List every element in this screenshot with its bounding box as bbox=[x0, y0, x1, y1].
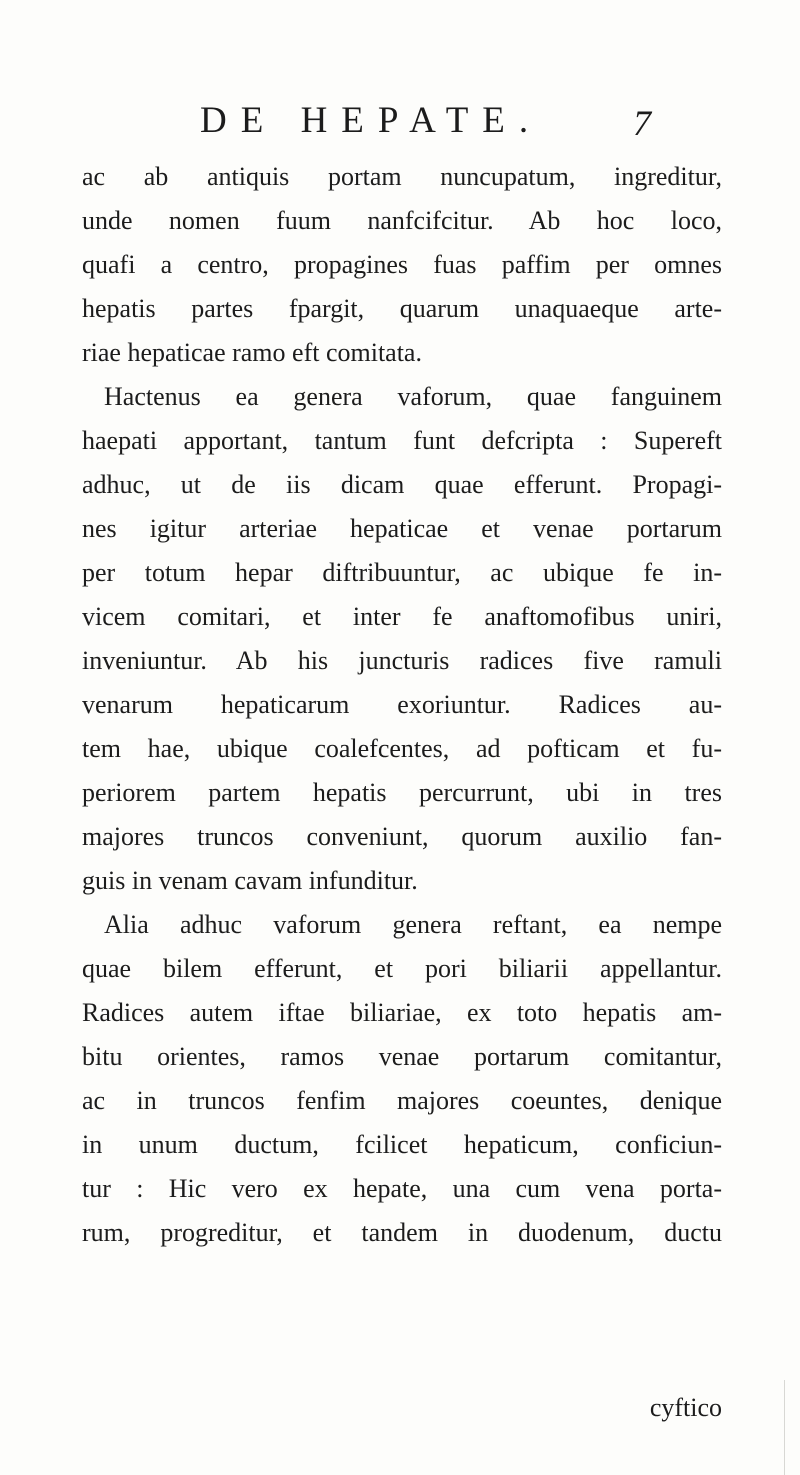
text-line: periorem partem hepatis percurrunt, ubi in tres bbox=[82, 778, 722, 807]
text-line: rum, progreditur, et tandem in duodenum, ductu bbox=[82, 1218, 722, 1247]
margin-shadow bbox=[784, 1380, 785, 1475]
text-line: tem hae, ubique coalefcentes, ad pofticam et fu- bbox=[82, 734, 722, 763]
text-line: inveniuntur. Ab his juncturis radices five ramuli bbox=[82, 646, 722, 675]
text-line: ac in truncos fenfim majores coeuntes, denique bbox=[82, 1086, 722, 1115]
running-title: DE HEPATE. bbox=[200, 100, 543, 141]
text-line: majores truncos conveniunt, quorum auxilio fan- bbox=[82, 822, 722, 851]
text-line: guis in venam cavam infunditur. bbox=[82, 866, 418, 895]
text-line: quafi a centro, propagines fuas paffim per omnes bbox=[82, 250, 722, 279]
paragraph-start-line: Alia adhuc vaforum genera reftant, ea nempe bbox=[104, 910, 722, 939]
text-line: vicem comitari, et inter fe anaftomofibus uniri, bbox=[82, 602, 722, 631]
text-line: unde nomen fuum nanfcifcitur. Ab hoc loco, bbox=[82, 206, 722, 235]
body-text bbox=[82, 155, 722, 1255]
text-line: adhuc, ut de iis dicam quae efferunt. Propagi- bbox=[82, 470, 722, 499]
page-number: 7 bbox=[633, 103, 651, 143]
text-line: hepatis partes fpargit, quarum unaquaeque arte- bbox=[82, 294, 722, 323]
text-line: per totum hepar diftribuuntur, ac ubique fe in- bbox=[82, 558, 722, 587]
text-line: tur : Hic vero ex hepate, una cum vena porta- bbox=[82, 1174, 722, 1203]
text-line: Radices autem iftae biliariae, ex toto hepatis am- bbox=[82, 998, 722, 1027]
catchword: cyftico bbox=[649, 1393, 722, 1422]
text-line: bitu orientes, ramos venae portarum comitantur, bbox=[82, 1042, 722, 1071]
text-line: quae bilem efferunt, et pori biliarii appellantur. bbox=[82, 954, 722, 983]
text-line: haepati apportant, tantum funt defcripta : Supereft bbox=[82, 426, 722, 455]
text-line: nes igitur arteriae hepaticae et venae portarum bbox=[82, 514, 722, 543]
text-line: riae hepaticae ramo eft comitata. bbox=[82, 338, 422, 367]
page-header bbox=[0, 96, 800, 146]
text-line: in unum ductum, fcilicet hepaticum, conficiun- bbox=[82, 1130, 722, 1159]
text-line: venarum hepaticarum exoriuntur. Radices au- bbox=[82, 690, 722, 719]
text-line: ac ab antiquis portam nuncupatum, ingreditur, bbox=[82, 162, 722, 191]
paragraph-start-line: Hactenus ea genera vaforum, quae fanguinem bbox=[104, 382, 722, 411]
